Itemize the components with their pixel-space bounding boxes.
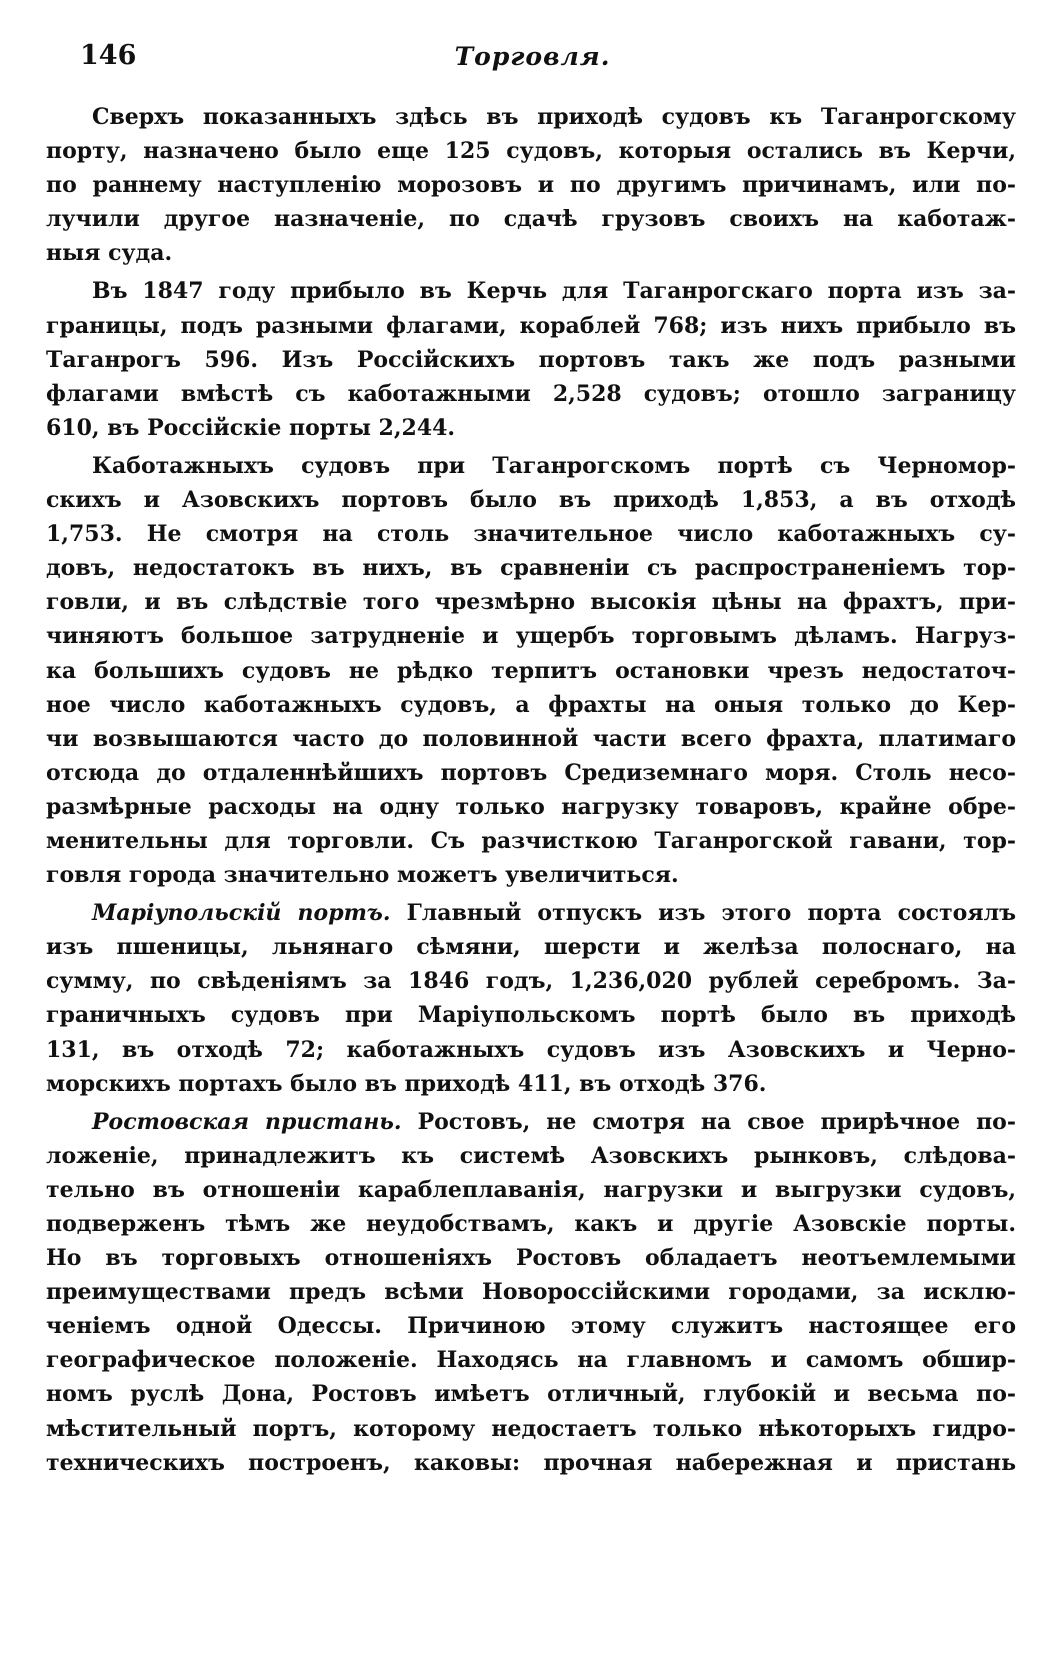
text-line: граничныхъ судовъ при Маріупольскомъ портѣ было въ приходѣ	[46, 1002, 1016, 1029]
text-line: сумму, по свѣденіямъ за 1846 годъ, 1,236,020 рублей серебромъ. За-	[46, 968, 1016, 995]
paragraph	[46, 100, 1016, 270]
text-line: говля города значительно можетъ увеличиться.	[46, 862, 679, 889]
text-line: ка большихъ судовъ не рѣдко терпитъ остановки чрезъ недостаточ-	[46, 657, 1016, 684]
text-line: ченіемъ одной Одессы. Причиною этому служитъ настоящее его	[46, 1313, 1016, 1340]
text-line: 1,753. Не смотря на столь значительное число каботажныхъ су-	[46, 521, 1016, 548]
text-line: менительны для торговли. Съ разчисткою Таганрогской гавани, тор-	[46, 827, 1016, 854]
text-line: 131, въ отходѣ 72; каботажныхъ судовъ изъ Азовскихъ и Черно-	[46, 1036, 1016, 1063]
text-line	[46, 1105, 1016, 1139]
text-line: порту, назначено было еще 125 судовъ, которыя остались въ Керчи,	[46, 138, 1016, 165]
section-lead: Ростовская пристань.	[92, 1108, 402, 1135]
page-header	[80, 40, 985, 80]
text-line: Каботажныхъ судовъ при Таганрогскомъ портѣ съ Черномор-	[92, 452, 1016, 479]
text-line: ное число каботажныхъ судовъ, а фрахты на оныя только до Кер-	[46, 691, 1016, 718]
text-line: подверженъ тѣмъ же неудобствамъ, какъ и другіе Азовскіе порты.	[46, 1211, 1016, 1237]
paragraph	[46, 1105, 1016, 1480]
text-run: Ростовъ, не смотря на свое прирѣчное по-	[401, 1108, 1016, 1135]
text-line: морскихъ портахъ было въ приходѣ 411, въ отходѣ 376.	[46, 1070, 767, 1097]
text-line: техническихъ построенъ, каковы: прочная набережная и пристань	[46, 1449, 1016, 1476]
text-line: чиняютъ большое затрудненіе и ущербъ торговымъ дѣламъ. Нагруз-	[46, 623, 1016, 650]
text-line: мѣстительный портъ, которому недостаетъ только нѣкоторыхъ гидро-	[46, 1415, 1016, 1442]
paragraph	[46, 896, 1016, 1101]
text-line: преимуществами предъ всѣми Новороссійскими городами, за исклю-	[46, 1279, 1016, 1306]
text-line: размѣрные расходы на одну только нагрузку товаровъ, крайне обре-	[46, 793, 1016, 820]
page-body	[46, 100, 1016, 1480]
text-line: Но въ торговыхъ отношеніяхъ Ростовъ обладаетъ неотъемлемыми	[46, 1245, 1016, 1272]
text-line: тельно въ отношеніи караблеплаванія, нагрузки и выгрузки судовъ,	[46, 1176, 1016, 1203]
text-line: по раннему наступленію морозовъ и по другимъ причинамъ, или по-	[46, 172, 1016, 199]
text-line: изъ пшеницы, льнянаго сѣмяни, шерсти и желѣза полоснаго, на	[46, 934, 1016, 961]
text-line: географическое положеніе. Находясь на главномъ и самомъ обшир-	[46, 1347, 1016, 1374]
text-line: скихъ и Азовскихъ портовъ было въ приходѣ 1,853, а въ отходѣ	[46, 487, 1016, 514]
text-line: ложеніе, принадлежитъ къ системѣ Азовскихъ рынковъ, слѣдова-	[46, 1142, 1016, 1169]
text-line: чи возвышаются часто до половинной части всего фрахта, платимаго	[46, 725, 1016, 752]
text-line: Таганрогъ 596. Изъ Россійскихъ портовъ такъ же подъ разными	[46, 346, 1016, 373]
text-line: Въ 1847 году прибыло въ Керчь для Таганрогскаго порта изъ за-	[92, 278, 1016, 305]
text-line: номъ руслѣ Дона, Ростовъ имѣетъ отличный, глубокій и весьма по-	[46, 1381, 1016, 1408]
text-run: Главный отпускъ изъ этого порта состоялъ	[390, 900, 1016, 927]
page-number: 146	[80, 40, 137, 71]
text-line: 610, въ Россійскіе порты 2,244.	[46, 414, 456, 441]
text-line: лучили другое назначеніе, по сдачѣ грузовъ своихъ на каботаж-	[46, 206, 1016, 233]
paragraph	[46, 449, 1016, 892]
text-line: ныя суда.	[46, 240, 173, 267]
text-line: флагами вмѣстѣ съ каботажными 2,528 судовъ; отошло заграницу	[46, 380, 1016, 407]
text-line: границы, подъ разными флагами, кораблей 768; изъ нихъ прибыло въ	[46, 312, 1016, 339]
text-line: отсюда до отдаленнѣйшихъ портовъ Средиземнаго моря. Столь несо-	[46, 759, 1016, 786]
section-lead: Маріупольскій портъ.	[92, 900, 391, 927]
text-line	[46, 896, 1016, 930]
running-title: Торговля.	[454, 42, 611, 71]
text-line: говли, и въ слѣдствіе того чрезмѣрно высокія цѣны на фрахтъ, при-	[46, 589, 1016, 616]
text-line: довъ, недостатокъ въ нихъ, въ сравненіи съ распространеніемъ тор-	[46, 555, 1016, 582]
text-line: Сверхъ показанныхъ здѣсь въ приходѣ судовъ къ Таганрогскому	[92, 104, 1016, 130]
paragraph	[46, 274, 1016, 444]
